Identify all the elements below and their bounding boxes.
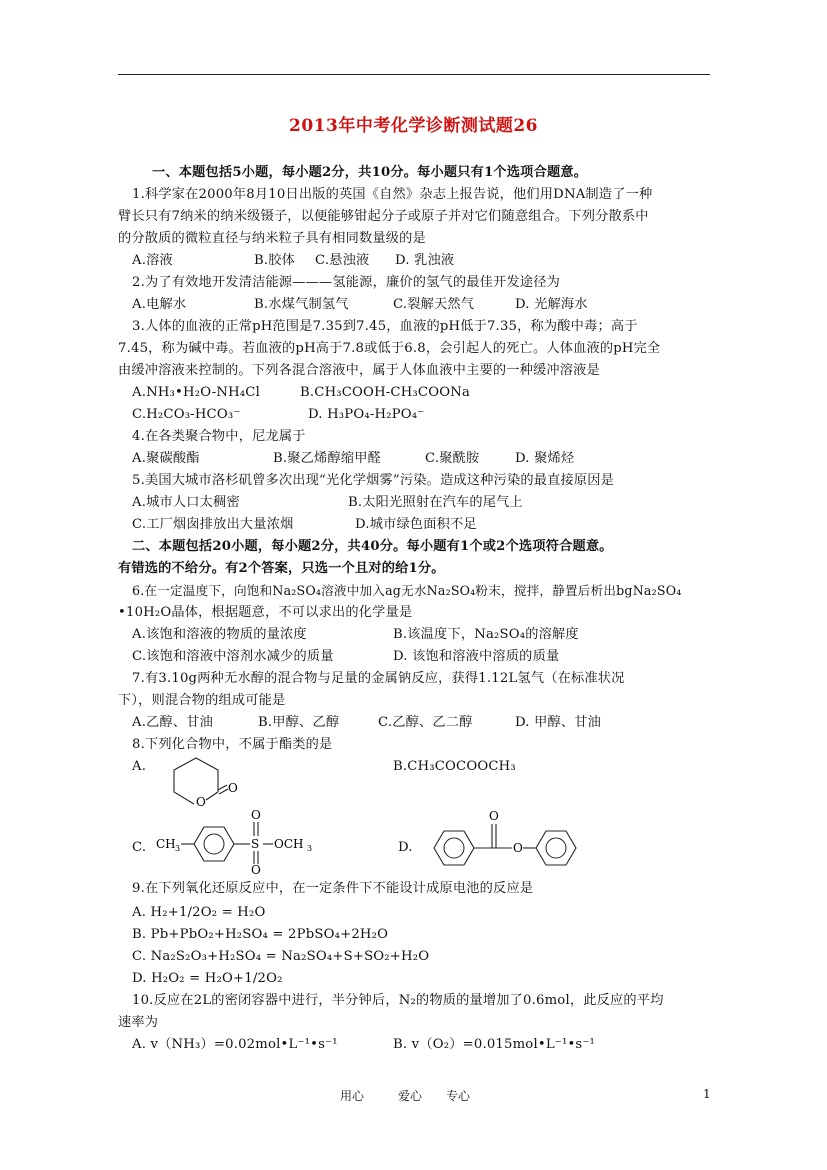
q9-option-a: A. H₂+1/2O₂ = H₂O [132,905,266,920]
section2-header-line2: 有错选的不给分。有2个答案，只选一个且对的给1分。 [118,561,445,576]
q1-option-a: A.溶液 [132,253,173,268]
q8-stem: 8.下列化合物中，不属于酯类的是 [132,737,333,752]
top-oxygen-label: O [251,808,261,822]
q5-option-d: D.城市绿色面积不足 [355,517,477,532]
q6-option-b: B.该温度下，Na₂SO₄的溶解度 [393,627,579,642]
aromatic-circle-c [204,834,224,854]
q10-stem-line2: 速率为 [118,1015,159,1030]
phenyl-benzoate-structure [430,808,590,868]
q5-option-a: A.城市人口太稠密 [132,495,240,510]
q5-option-c: C.工厂烟囱排放出大量浓烟 [132,517,294,532]
q4-option-a: A.聚碳酸酯 [132,451,200,466]
q9-stem: 9.在下列氧化还原反应中，在一定条件下不能设计成原电池的反应是 [132,881,534,896]
header-rule [118,74,710,75]
q3-option-b: B.CH₃COOH-CH₃COONa [300,385,471,400]
footer-motto-2: 爱心 [398,1089,423,1103]
page-number: 1 [703,1087,711,1101]
q6-option-c: C.该饱和溶液中溶剂水减少的质量 [132,649,334,664]
carbonyl-oxygen-label: O [228,781,238,795]
q6-option-a: A.该饱和溶液的物质的量浓度 [132,627,307,642]
q7-option-c: C.乙醇、乙二醇 [378,715,473,730]
q9-option-c: C. Na₂S₂O₃+H₂SO₄ = Na₂SO₄+S+SO₂+H₂O [132,949,430,964]
q4-option-d: D. 聚烯烃 [515,451,575,466]
q10-option-a: A. v（NH₃）=0.02mol•L⁻¹•s⁻¹ [132,1037,338,1052]
q10-stem-line1: 10.反应在2L的密闭容器中进行，半分钟后，N₂的物质的量增加了0.6mol，此反应的平均 [132,993,664,1008]
q6-option-d: D. 该饱和溶液中溶质的质量 [393,649,560,664]
ch3-subscript: 3 [175,844,181,853]
q3-option-d: D. H₃PO₄-H₂PO₄⁻ [308,407,425,422]
q2-option-d: D. 光解海水 [515,297,588,312]
footer-motto-3: 专心 [446,1089,471,1103]
q3-stem-line2: 7.45，称为碱中毒。若血液的pH高于7.8或低于6.8，会引起人的死亡。人体血液的pH完全 [118,341,661,356]
q6-stem-line2: •10H₂O晶体，根据题意，不可以求出的化学量是 [118,605,413,620]
benzene-ring-d1 [434,831,474,865]
och3-label: OCH [274,837,304,851]
q1-option-c: C.悬浊液 [315,253,370,268]
q5-option-b: B.太阳光照射在汽车的尾气上 [348,495,523,510]
page-title: 2013年中考化学诊断测试题26 [289,116,538,136]
q1-option-d: D. 乳浊液 [395,253,455,268]
q5-stem: 5.美国大城市洛杉矶曾多次出现“光化学烟雾”污染。造成这种污染的最直接原因是 [132,473,615,488]
carbonyl-o-label: O [489,809,499,823]
q1-option-b: B.胶体 [254,253,296,268]
q7-option-b: B.甲醇、乙醇 [258,715,340,730]
q3-stem-line3: 由缓冲溶液来控制的。下列各混合溶液中，属于人体血液中主要的一种缓冲溶液是 [118,363,600,378]
q8-option-c: C. [132,840,147,855]
q1-stem-line1: 1.科学家在2000年8月10日出版的英国《自然》杂志上报告说，他们用DNA制造了一种 [132,187,653,202]
q2-option-c: C.裂解天然气 [393,297,475,312]
carbonyl-bond-2 [219,789,228,794]
footer-motto-1: 用心 [340,1089,365,1103]
q2-option-b: B.水煤气制氢气 [254,297,349,312]
q8-option-a: A. [132,759,147,774]
benzene-ring-d2 [536,831,576,865]
q6-stem-line1: 6.在一定温度下，向饱和Na₂SO₄溶液中加入ag无水Na₂SO₄粉末，搅拌，静置后析出bgNa₂SO₄ [132,583,682,598]
q9-option-d: D. H₂O₂ = H₂O+1/2O₂ [132,971,283,986]
q7-stem-line2: 下），则混合物的组成可能是 [118,693,286,708]
q4-option-b: B.聚乙烯醇缩甲醛 [273,451,381,466]
sulfonate-ester-structure [150,808,320,877]
q2-option-a: A.电解水 [132,297,187,312]
q9-option-b: B. Pb+PbO₂+H₂SO₄ = 2PbSO₄+2H₂O [132,927,389,942]
q8-option-b: B.CH₃COCOOCH₃ [393,759,516,774]
q2-stem: 2.为了有效地开发清洁能源———氢能源，廉价的氢气的最佳开发途径为 [132,275,560,290]
q8-option-d: D. [398,840,413,855]
aromatic-circle-d2 [546,838,566,858]
ring-oxygen-label: O [196,795,206,809]
bottom-oxygen-label: O [251,863,261,877]
ring-o-bond [206,792,218,800]
och3-subscript: 3 [307,844,313,853]
section2-header-line1: 二、本题包括20小题，每小题2分，共40分。每小题有1个或2个选项符合题意。 [132,539,613,554]
q7-option-d: D. 甲醇、甘油 [515,715,602,730]
q3-option-a: A.NH₃•H₂O-NH₄Cl [132,385,260,400]
sulfur-label: S [251,837,260,851]
q7-stem-line1: 7.有3.10g两种无水醇的混合物与足量的金属钠反应，获得1.12L氢气（在标准状况 [132,671,625,686]
q3-option-c: C.H₂CO₃-HCO₃⁻ [132,407,241,422]
q7-option-a: A.乙醇、甘油 [132,715,214,730]
q4-option-c: C.聚酰胺 [425,451,480,466]
q3-stem-line1: 3.人体的血液的正常pH范围是7.35到7.45，血液的pH低于7.35，称为酸中毒；高于 [132,319,638,334]
ester-o-label: O [513,841,523,855]
ch3-label: CH [156,837,176,851]
q1-stem-line3: 的分散质的微粒直径与纳米粒子具有相同数量级的是 [118,231,426,246]
q1-stem-line2: 臂长只有7纳米的纳米级镊子，以便能够钳起分子或原子并对它们随意组合。下列分散系中 [118,209,649,224]
lactone-ring-structure [160,752,250,812]
carbonyl-bond-1 [218,785,227,790]
section1-header: 一、本题包括5小题，每小题2分，共10分。每小题只有1个选项合题意。 [152,165,588,180]
benzene-ring-c [194,827,234,861]
q10-option-b: B. v（O₂）=0.015mol•L⁻¹•s⁻¹ [393,1037,596,1052]
aromatic-circle-d1 [444,838,464,858]
q4-stem: 4.在各类聚合物中，尼龙属于 [132,429,306,444]
